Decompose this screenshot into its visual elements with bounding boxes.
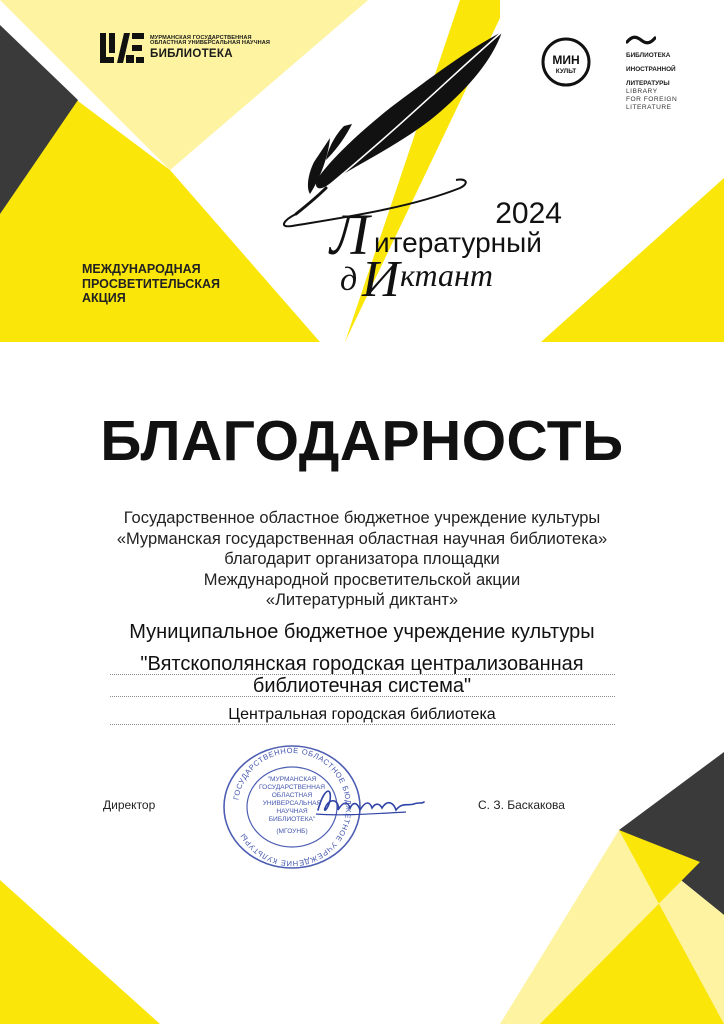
ministry-logo-line2: КУЛЬТ bbox=[555, 68, 577, 75]
director-signature bbox=[310, 780, 430, 830]
stamp-line-2: ГОСУДАРСТВЕННАЯ bbox=[258, 784, 326, 791]
stamp-line-7: (МГОУНБ) bbox=[276, 828, 308, 835]
lfl-en-line3: LITERATURE bbox=[626, 104, 672, 112]
stamp-line-1: "МУРМАНСКАЯ bbox=[267, 776, 317, 783]
stamp-outer-text: ГОСУДАРСТВЕННОЕ ОБЛАСТНОЕ БЮДЖЕТНОЕ УЧРЕЖДЕНИЕ КУЛЬТУРЫ bbox=[231, 745, 354, 869]
quill-icon bbox=[284, 32, 502, 226]
recipient-name-line2: библиотечная система" bbox=[252, 674, 472, 697]
action-line3: АКЦИЯ bbox=[82, 291, 126, 305]
foreign-literature-logo bbox=[626, 34, 677, 113]
lfl-en-line2: FOR FOREIGN bbox=[626, 96, 678, 104]
recipient-type: Муниципальное бюджетное учреждение культуры bbox=[129, 621, 595, 643]
action-label bbox=[82, 262, 220, 306]
recipient-name bbox=[0, 654, 724, 697]
emblem-year: 2024 bbox=[495, 197, 562, 230]
recipient-underline-2 bbox=[110, 696, 615, 697]
stamp-line-4: УНИВЕРСАЛЬНАЯ bbox=[262, 800, 322, 807]
certificate-title: БЛАГОДАРНОСТЬ bbox=[100, 409, 624, 473]
library-name-line1: МУРМАНСКАЯ ГОСУДАРСТВЕННАЯ bbox=[150, 34, 252, 41]
body-line-2: «Мурманская государственная областная научная библиотека» bbox=[116, 529, 608, 548]
stamp-line-3: ОБЛАСТНАЯ bbox=[271, 792, 313, 799]
emblem-big-i: И bbox=[362, 251, 400, 308]
bg-bottom-left-yellow bbox=[0, 880, 160, 1024]
lfl-en-line1: LIBRARY bbox=[626, 88, 658, 95]
lfl-ru-line2: ИНОСТРАННОЙ bbox=[626, 66, 676, 73]
ministry-logo-line1: МИН bbox=[552, 53, 580, 67]
library-name-line2: ОБЛАСТНАЯ УНИВЕРСАЛЬНАЯ НАУЧНАЯ bbox=[150, 40, 271, 47]
library-logo bbox=[100, 33, 270, 63]
signatory-role: Директор bbox=[103, 798, 156, 812]
body-line-4: Международной просветительской акции bbox=[203, 570, 521, 589]
library-logo-mark bbox=[100, 33, 144, 63]
body-line-3: благодарит организатора площадки bbox=[224, 550, 500, 568]
action-line1: МЕЖДУНАРОДНАЯ bbox=[82, 262, 201, 276]
lfl-ru-line1: БИБЛИОТЕКА bbox=[626, 52, 671, 59]
emblem-script-rest: ктант bbox=[400, 257, 494, 293]
branch-underline bbox=[110, 724, 615, 725]
recipient-name-line1: "Вятскополянская городская централизованная bbox=[140, 653, 584, 675]
lfl-ru-line3: ЛИТЕРАТУРЫ bbox=[626, 80, 670, 87]
recipient-underline-1 bbox=[110, 674, 615, 675]
stamp-line-6: БИБЛИОТЕКА" bbox=[268, 816, 316, 823]
signatory-name: С. З. Баскакова bbox=[478, 798, 565, 812]
library-name-line3: БИБЛИОТЕКА bbox=[150, 47, 233, 60]
recipient-branch: Центральная городская библиотека bbox=[228, 706, 496, 723]
emblem-word1: итературный bbox=[374, 227, 542, 258]
certificate-body bbox=[0, 508, 724, 611]
action-line2: ПРОСВЕТИТЕЛЬСКАЯ bbox=[82, 276, 220, 291]
emblem-script-d: д bbox=[340, 261, 358, 298]
literary-dictation-emblem bbox=[270, 28, 580, 318]
wave-icon bbox=[626, 34, 656, 46]
stamp-line-5: НАУЧНАЯ bbox=[276, 808, 308, 815]
body-line-1: Государственное областное бюджетное учреждение культуры bbox=[123, 509, 601, 527]
body-line-5: «Литературный диктант» bbox=[265, 591, 459, 609]
emblem-big-l: Л bbox=[330, 202, 370, 267]
